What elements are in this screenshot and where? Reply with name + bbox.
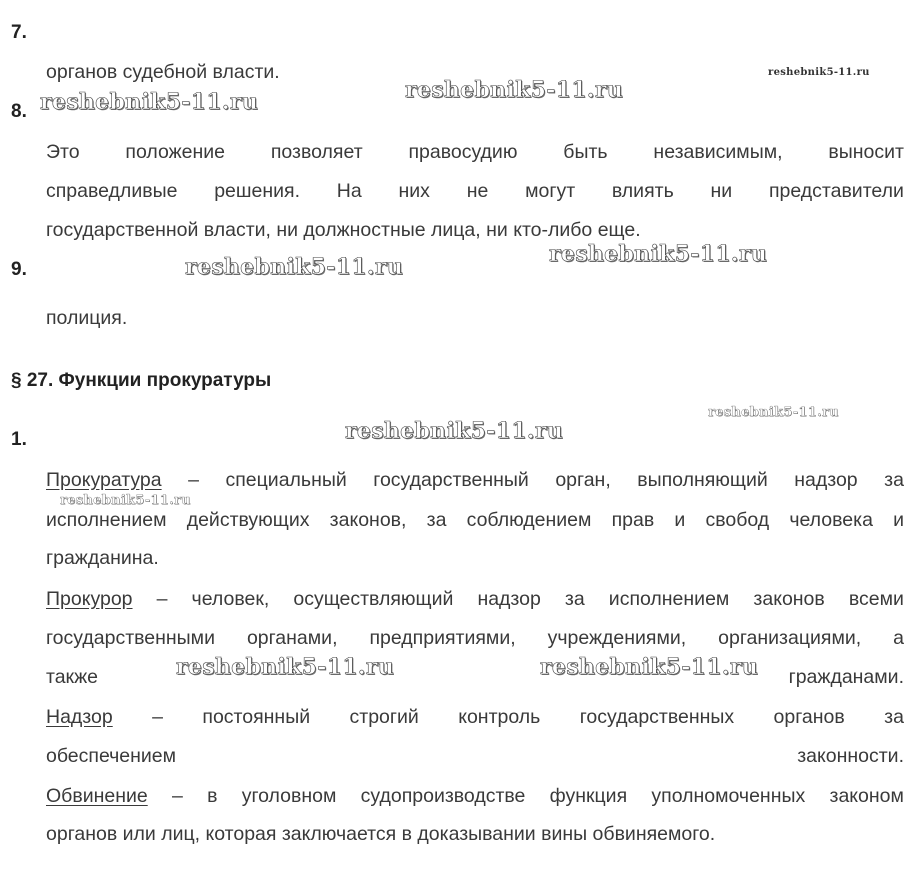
watermark: reshebnik5-11.ru [540,654,759,680]
word: органами, [246,627,338,649]
word: действующих [186,509,310,531]
word: влиять [611,180,674,202]
watermark: reshebnik5-11.ru [768,67,870,78]
word: – [188,469,199,491]
word: всеми [848,588,904,610]
watermark: reshebnik5-11.ru [405,77,624,103]
item-number-9: 9. [11,259,27,280]
split-right: законности. [797,745,904,767]
word: законов [753,588,825,610]
item-number-8: 8. [11,101,27,122]
word: решения. [214,180,301,202]
word: человек, [191,588,270,610]
word: – [171,785,183,807]
term-prokuratura: Прокуратура [46,469,162,491]
item-number-7: 7. [11,22,27,43]
item-8-line-1 [46,140,904,164]
word: положение [125,141,226,163]
word: Это [46,141,80,163]
definition-prokuror-line-3 [46,665,904,689]
word: органов [773,706,845,728]
watermark: reshebnik5-11.ru [708,405,839,420]
word: – [156,588,168,610]
word: уполномоченных [651,785,806,807]
item-8-line-3: государственной власти, ни должностные лица, ни кто-либо еще. [46,219,641,241]
word: справедливые [46,180,178,202]
term-prokuror: Прокурор [46,588,133,610]
definition-prokuror-line-1 [46,587,904,611]
word: исполнением [46,509,167,531]
word: орган, [555,469,611,491]
word: законом [829,785,904,807]
watermark: reshebnik5-11.ru [60,493,191,508]
word: прав [611,509,655,531]
word: осуществляющий [293,588,454,610]
word: за [884,706,904,728]
word: уголовном [241,785,337,807]
definition-prokuror-line-2 [46,626,904,650]
word: На [336,180,362,202]
word: и [893,509,904,531]
definition-prokuratura-line-2 [46,508,904,532]
word: них [398,180,430,202]
watermark: reshebnik5-11.ru [345,418,564,444]
word: не [466,180,489,202]
section-item-number-1: 1. [11,429,27,450]
word: правосудию [408,141,518,163]
word: учреждениями, [547,627,687,649]
word: свобод [705,509,770,531]
word: за [884,469,904,491]
word: а [893,627,904,649]
word: ни [710,180,733,202]
watermark: reshebnik5-11.ru [40,89,259,115]
word: государственными [46,627,215,649]
word: могут [525,180,576,202]
word: организациями, [718,627,862,649]
word: контроль [458,706,541,728]
word: за [564,588,585,610]
word: законов, [329,509,407,531]
item-7-text: органов судебной власти. [46,61,280,83]
word: соблюдением [466,509,592,531]
word: за [426,509,447,531]
split-left: также [46,666,98,688]
word: в [207,785,218,807]
word: строгий [349,706,419,728]
definition-nadzor-line-2 [46,744,904,768]
word: предприятиями, [369,627,516,649]
word: независимым, [653,141,783,163]
watermark: reshebnik5-11.ru [176,654,395,680]
word: быть [563,141,608,163]
definition-nadzor-line-1 [46,705,904,729]
word: исполнением [608,588,730,610]
word: позволяет [270,141,363,163]
word: надзор [477,588,541,610]
definition-obvinenie-line-2: органов или лиц, которая заключается в доказывании вины обвиняемого. [46,823,716,845]
item-8-line-2 [46,179,904,203]
word: представители [768,180,904,202]
term-obvinenie: Обвинение [46,785,148,807]
split-right: гражданами. [788,666,904,688]
word: надзор [794,469,858,491]
watermark: reshebnik5-11.ru [549,241,768,267]
term-nadzor: Надзор [46,706,113,728]
item-9-text: полиция. [46,307,128,329]
word: судопроизводстве [360,785,526,807]
word: функция [549,785,628,807]
word: и [674,509,686,531]
word: государственных [579,706,735,728]
word: постоянный [202,706,311,728]
definition-prokuratura-line-3: гражданина. [46,547,159,569]
word: государственный [373,469,529,491]
word: специальный [225,469,347,491]
word: человека [789,509,873,531]
definition-obvinenie-line-1 [46,784,904,808]
definition-prokuratura-line-1 [46,468,904,492]
word: выполняющий [637,469,768,491]
split-left: обеспечением [46,745,177,767]
section-title: § 27. Функции прокуратуры [11,370,272,391]
word: выносит [828,141,904,163]
word: – [152,706,163,728]
watermark: reshebnik5-11.ru [185,254,404,280]
